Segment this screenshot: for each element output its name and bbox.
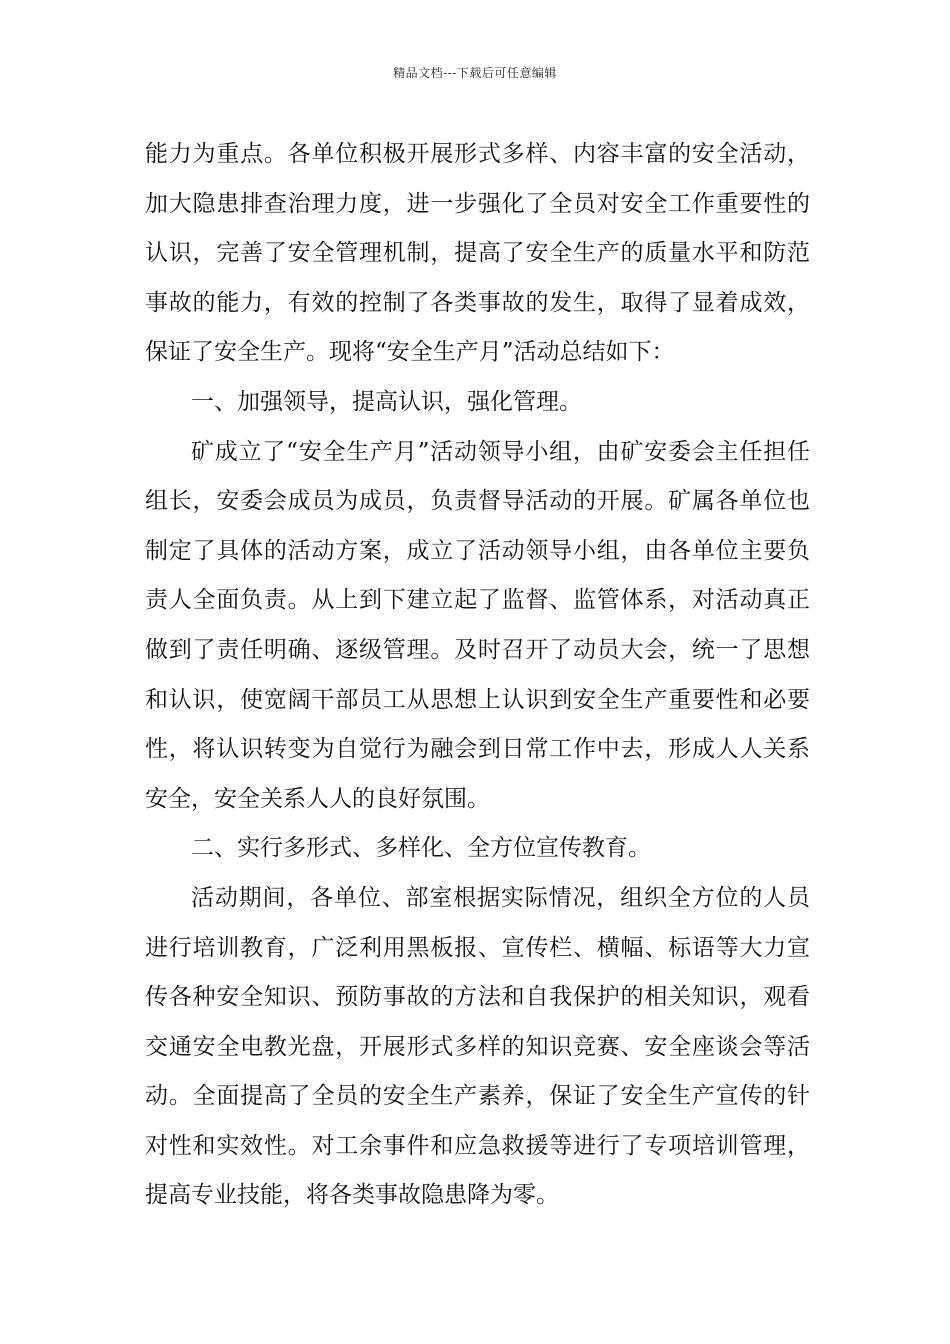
section-heading-1: 一、加强领导，提高认识，强化管理。 <box>191 388 582 415</box>
paragraph-leadership: 矿成立了“安全生产月”活动领导小组，由矿安委会主任担任组长，安委会成员为成员，负责督导活动的开展。矿属各单位也制定了具体的活动方案，成立了活动领导小组，由各单位主要负责人全面负责。从上到下建立起了监督、监管体系，对活动真正做到了责任明确、逐级管理。及时召开了动员大会，统一了思想和认识，使宽阔干部员工从思想上认识到安全生产重要性和必要性，将认识转变为自觉行为融会到日常工作中去，形成人人关系安全，安全关系人人的良好氛围。 <box>145 438 810 812</box>
section-heading-2: 二、实行多形式、多样化、全方位宣传教育。 <box>191 835 651 862</box>
document-body <box>145 130 810 1221</box>
paragraph-continuation: 能力为重点。各单位积极开展形式多样、内容丰富的安全活动，加大隐患排查治理力度，进一步强化了全员对安全工作重要性的认识，完善了安全管理机制，提高了安全生产的质量水平和防范事故的能力，有效的控制了各类事故的发生，取得了显着成效，保证了安全生产。现将“安全生产月”活动总结如下： <box>145 141 810 366</box>
paragraph-education: 活动期间，各单位、部室根据实际情况，组织全方位的人员进行培训教育，广泛利用黑板报、宣传栏、横幅、标语等大力宣传各种安全知识、预防事故的方法和自我保护的相关知识，观看交通安全电教光盘，开展形式多样的知识竞赛、安全座谈会等活动。全面提高了全员的安全生产素养，保证了安全生产宣传的针对性和实效性。对工余事件和应急救援等进行了专项培训管理，提高专业技能，将各类事故隐患降为零。 <box>145 884 810 1209</box>
page-header: 精品文档---下载后可任意编辑 <box>393 66 557 80</box>
